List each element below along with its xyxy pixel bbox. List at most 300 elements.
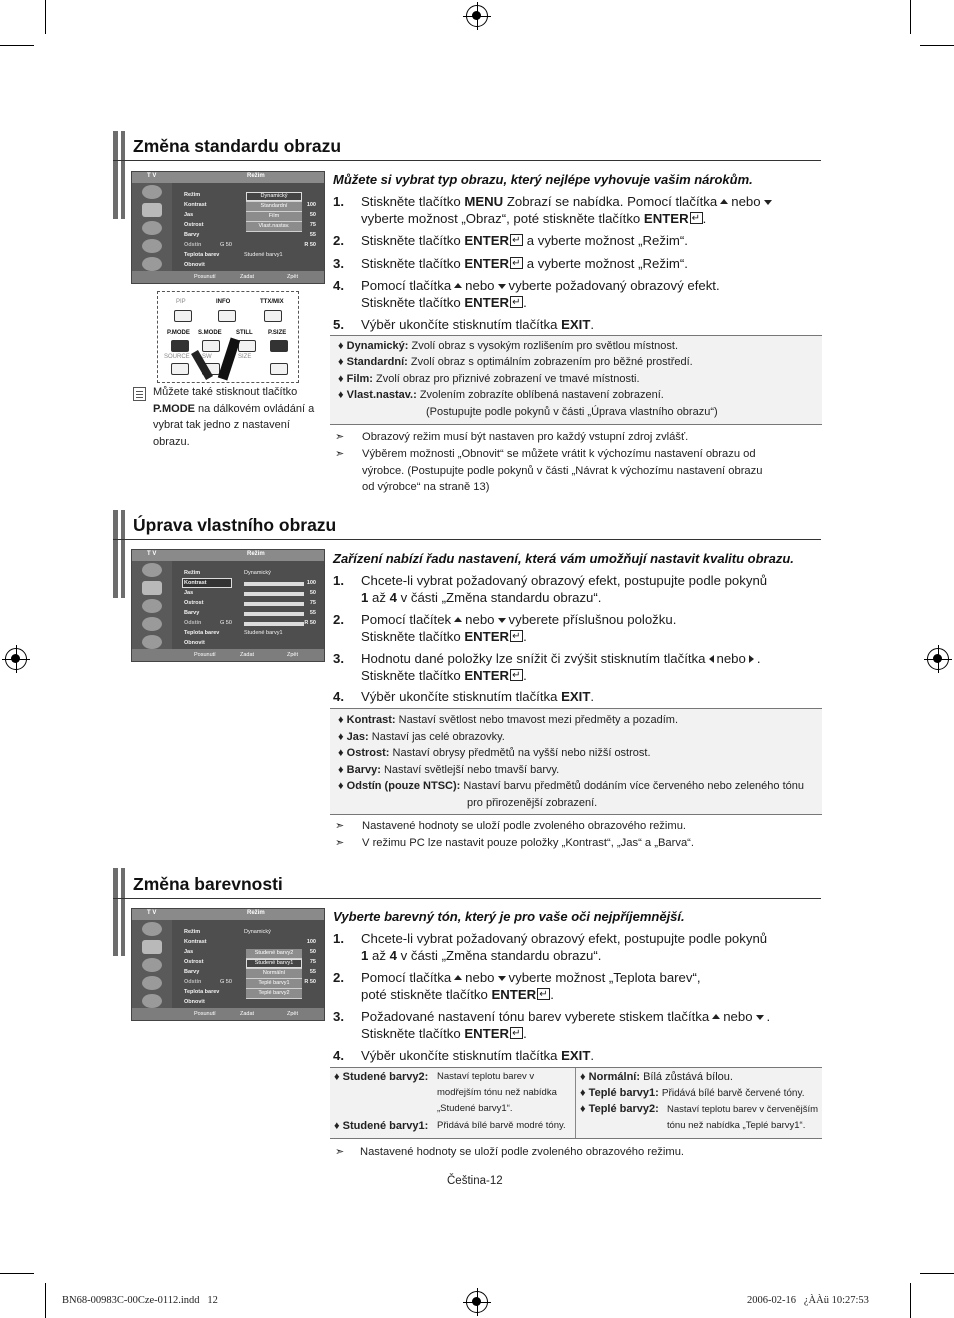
- menu-title: Režim: [247, 173, 265, 179]
- enter-icon: [537, 988, 550, 1000]
- registration-mark-icon: [466, 1291, 488, 1313]
- glossary-text: Zvolí obraz s vysokým rozlišením pro světlou místnost.: [408, 340, 679, 352]
- glossary-text: pro přirozenější zobrazení.: [467, 797, 598, 809]
- step-bold: ENTER: [464, 1026, 510, 1041]
- crop-mark: [0, 45, 34, 46]
- tv-label: T V: [147, 173, 157, 179]
- step-text: Stiskněte tlačítko: [361, 668, 465, 683]
- step-text: Pomocí tlačítka: [361, 970, 452, 985]
- section-title: Změna standardu obrazu: [133, 136, 342, 156]
- down-arrow-icon: [764, 200, 772, 205]
- menu-row: Odstín: [184, 620, 202, 626]
- step-text: .: [590, 1048, 595, 1063]
- step-number: 1.: [333, 194, 344, 209]
- remote-label: SIZE: [238, 354, 252, 360]
- remote-label: S.MODE: [198, 330, 222, 336]
- tv-menu-screenshot: [131, 908, 325, 1021]
- note-icon: [133, 387, 146, 401]
- crop-mark: [0, 1273, 34, 1274]
- still-button: [238, 340, 256, 352]
- section-lead: Zařízení nabízí řadu nastavení, která vám umožňují nastavit kvalitu obrazu.: [333, 551, 794, 566]
- note-item: [335, 1144, 815, 1160]
- step-bold: ENTER: [464, 256, 510, 271]
- down-arrow-icon: [498, 284, 506, 289]
- tv-label: T V: [147, 910, 157, 916]
- step-item: [333, 1047, 823, 1064]
- step-bold: EXIT: [561, 689, 591, 704]
- section-lead: Můžete si vybrat typ obrazu, který nejlépe vyhovuje vašim nárokům.: [333, 172, 753, 187]
- crop-mark: [920, 45, 954, 46]
- step-text: vyberte možnost „Teplota barev“,: [508, 970, 701, 985]
- section-rule: [113, 539, 821, 540]
- finger-pointer-icon: [218, 337, 240, 380]
- section-bar: [118, 868, 121, 956]
- step-item: [333, 232, 823, 249]
- step-item: [333, 316, 823, 333]
- step-text: Výběr ukončíte stisknutím tlačítka: [361, 317, 562, 332]
- enter-icon: [510, 296, 523, 308]
- side-note-text: na dálkovém ovládání a vybrat tak jedno z nastavení obrazu.: [153, 402, 315, 448]
- footer-back: Zpět: [287, 274, 299, 280]
- step-text: vyberte požadovaný obrazový efekt.: [508, 278, 720, 293]
- popup-item: Vlast.nastav.: [246, 222, 302, 231]
- down-arrow-icon: [756, 1015, 764, 1020]
- slider-bar: [244, 622, 304, 626]
- note-item: [335, 479, 815, 495]
- step-text: vyberte možnost „Obraz“, poté stiskněte tlačítko: [361, 211, 644, 226]
- up-arrow-icon: [454, 617, 462, 622]
- note-text: výrobce. (Postupujte podle pokynů v části „Návrat k výchozímu nastavení obrazu: [362, 465, 763, 477]
- section-title: Úprava vlastního obrazu: [133, 515, 337, 535]
- menu-row: Odstín: [184, 242, 202, 248]
- note-item: [335, 429, 815, 445]
- step-bold: MENU: [464, 194, 504, 209]
- step-text: v části „Změna standardu obrazu“.: [396, 948, 602, 963]
- step-text: Zobrazí se nabídka. Pomocí tlačítka: [503, 194, 718, 209]
- glossary-text: Přidává bílé barvě modré tóny.: [437, 1120, 566, 1131]
- step-text: Chcete-li vybrat požadovaný obrazový efekt, postupujte podle pokynů: [361, 931, 768, 946]
- step-text: Hodnotu dané položky lze snížit či zvýšit stisknutím tlačítka: [361, 651, 706, 666]
- step-number: 2.: [333, 233, 344, 248]
- menu-number: R 50: [304, 979, 316, 985]
- step-bold: 1: [361, 590, 369, 605]
- popup-item: Normální: [246, 969, 302, 978]
- side-note-bold: P.MODE: [153, 402, 195, 415]
- step-text: až: [368, 590, 390, 605]
- glossary-text: tónu než nabídka „Teplé barvy1“.: [667, 1120, 806, 1131]
- up-arrow-icon: [454, 283, 462, 288]
- menu-number: 75: [309, 222, 316, 228]
- remote-label: P.SIZE: [268, 330, 287, 336]
- menu-row: Obnovit: [184, 640, 205, 646]
- step-text: Stiskněte tlačítko: [361, 629, 465, 644]
- ttx-button: [264, 310, 282, 322]
- menu-channel-icon: [142, 976, 162, 990]
- menu-value: Studené barvy1: [244, 630, 283, 636]
- psize-button: [270, 340, 288, 352]
- enter-icon: [510, 630, 523, 642]
- step-bold: 4: [389, 948, 397, 963]
- step-item: [333, 277, 823, 311]
- note-text: Výběrem možnosti „Obnovit“ se můžete vrátit k výchozímu nastavení obrazu od: [362, 448, 756, 460]
- section-rule: [113, 898, 821, 899]
- menu-value: G 50: [220, 242, 232, 248]
- footer-back: Zpět: [287, 652, 299, 658]
- menu-number: 100: [306, 202, 316, 208]
- step-number: 3.: [333, 256, 344, 271]
- note-arrow-icon: ➣: [335, 431, 345, 443]
- remote-label: TTX/MIX: [260, 299, 284, 305]
- crop-mark: [45, 1283, 46, 1318]
- menu-row: Ostrost: [184, 222, 204, 228]
- menu-number: 75: [309, 600, 316, 606]
- step-text: Výběr ukončíte stisknutím tlačítka: [361, 1048, 562, 1063]
- footer-back: Zpět: [287, 1011, 299, 1017]
- menu-input-icon: [142, 922, 162, 936]
- glossary-text: (Postupujte podle pokynů v části „Úprava vlastního obrazu“): [426, 406, 718, 418]
- step-bold: EXIT: [561, 317, 591, 332]
- step-text: vyberete příslušnou položku.: [508, 612, 677, 627]
- note-text: Obrazový režim musí být nastaven pro každý vstupní zdroj zvlášť.: [362, 431, 689, 443]
- menu-sound-icon: [142, 221, 162, 235]
- remote-label: P.MODE: [167, 330, 190, 336]
- glossary-term: Normální:: [588, 1071, 641, 1083]
- note-arrow-icon: ➣: [335, 820, 345, 832]
- step-text: Chcete-li vybrat požadovaný obrazový efekt, postupujte podle pokynů: [361, 573, 768, 588]
- menu-row: Jas: [184, 949, 194, 955]
- step-text: .: [590, 689, 595, 704]
- down-arrow-icon: [498, 976, 506, 981]
- color-tone-popup: [246, 949, 302, 999]
- footer-enter: Zadat: [240, 1011, 255, 1017]
- glossary-box: ♦ Dynamický: Zvolí obraz s vysokým rozlišením pro světlou místnost. ♦ Standardní: Zvolí obraz s optimálním zobrazením pro běžné prostředí. ♦ Film: Zvolí obraz pro přiznivé zobrazení ve tmavé místnosti. ♦ Vlast.nastav.: Zvolením zobrazíte oblíbená nastavení zobrazení. (Postupujte podle pokynů v části „Úprava vlastního obrazu“): [330, 335, 822, 425]
- menu-row: Teplota barev: [184, 630, 220, 636]
- slider-bar: [244, 612, 304, 616]
- step-text: až: [368, 948, 390, 963]
- footer-move: Posunutí: [194, 652, 216, 658]
- registration-mark-icon: [5, 648, 27, 670]
- popup-item: Teplé barvy1: [246, 979, 302, 988]
- crop-mark: [910, 1283, 911, 1318]
- step-number: 2.: [333, 970, 344, 985]
- note-item: [335, 835, 815, 851]
- down-button: [270, 363, 288, 375]
- section-title: Změna barevnosti: [133, 874, 283, 894]
- step-text: nebo: [731, 194, 761, 209]
- registration-mark-icon: [927, 648, 949, 670]
- menu-row: Režim: [184, 929, 201, 935]
- glossary-term: Studené barvy2:: [342, 1071, 429, 1083]
- glossary-term: Vlast.nastav.:: [346, 389, 417, 401]
- step-text: nebo: [723, 1009, 753, 1024]
- glossary-text: Zvolením zobrazíte oblíbená nastavení zobrazení.: [416, 389, 664, 401]
- step-text: poté stiskněte tlačítko: [361, 987, 492, 1002]
- step-number: 4.: [333, 1048, 344, 1063]
- popup-item: Studené barvy1: [246, 959, 302, 968]
- popup-item: Teplé barvy2: [246, 989, 302, 998]
- side-note-text: Můžete také stisknout tlačítko: [153, 386, 298, 398]
- up-arrow-icon: [720, 199, 728, 204]
- tv-menu-screenshot: [131, 549, 325, 662]
- glossary-term: Studené barvy1:: [342, 1120, 429, 1132]
- menu-row: Jas: [184, 212, 194, 218]
- menu-number: 55: [309, 969, 316, 975]
- step-text: a vyberte možnost „Režim“.: [523, 233, 688, 248]
- menu-value: G 50: [220, 620, 232, 626]
- step-bold: ENTER: [464, 668, 510, 683]
- step-text: .: [523, 668, 527, 683]
- page-number: Čeština-12: [447, 1175, 503, 1187]
- step-text: Stiskněte tlačítko: [361, 256, 465, 271]
- menu-number: 55: [309, 610, 316, 616]
- up-arrow-icon: [712, 1014, 720, 1019]
- step-text: .: [756, 651, 761, 666]
- step-text: Stiskněte tlačítko: [361, 1026, 465, 1041]
- menu-row: Kontrast: [184, 202, 207, 208]
- glossary-text: Nastaví teplotu barev v: [437, 1071, 535, 1082]
- slider-bar: [244, 582, 304, 586]
- step-item: [333, 650, 823, 684]
- footer-move: Posunutí: [194, 1011, 216, 1017]
- down-arrow-icon: [498, 618, 506, 623]
- step-bold: ENTER: [464, 295, 510, 310]
- menu-number: R 50: [304, 620, 316, 626]
- menu-picture-icon: [142, 940, 162, 954]
- step-text: .: [523, 295, 527, 310]
- menu-value: Dynamický: [244, 570, 271, 576]
- popup-item: Film: [246, 212, 302, 221]
- note-item: [335, 818, 815, 834]
- menu-row: Teplota barev: [184, 989, 220, 995]
- step-bold: 1: [361, 948, 369, 963]
- note-text: Nastavené hodnoty se uloží podle zvoleného obrazového režimu.: [360, 1146, 685, 1158]
- step-bold: ENTER: [464, 629, 510, 644]
- menu-picture-icon: [142, 203, 162, 217]
- glossary-term: Film:: [346, 373, 373, 385]
- menu-setup-icon: [142, 994, 162, 1008]
- glossary-text: Přidává bílé barvě červené tóny.: [661, 1088, 805, 1099]
- step-text: Stiskněte tlačítko: [361, 194, 465, 209]
- step-bold: ENTER: [464, 233, 510, 248]
- menu-row: Režim: [184, 570, 201, 576]
- step-text: v části „Změna standardu obrazu“.: [396, 590, 602, 605]
- pip-button: [174, 310, 192, 322]
- menu-number: 50: [309, 212, 316, 218]
- section-rule: [113, 160, 821, 161]
- remote-label: INFO: [216, 299, 231, 305]
- footer-move: Posunutí: [194, 274, 216, 280]
- step-item: [333, 930, 823, 964]
- glossary-term: Ostrost:: [346, 747, 390, 759]
- crop-mark: [920, 1273, 954, 1274]
- glossary-text: Nastaví světlejší nebo tmavší barvy.: [380, 764, 560, 776]
- remote-label: SOURCE: [164, 354, 190, 360]
- pmode-button: [171, 340, 189, 352]
- step-bold: EXIT: [561, 1048, 591, 1063]
- glossary-text: Zvolí obraz pro přiznivé zobrazení ve tmavé místnosti.: [372, 373, 640, 385]
- glossary-term: Kontrast:: [346, 714, 396, 726]
- menu-row: Barvy: [184, 969, 200, 975]
- step-text: Pomocí tlačítek: [361, 612, 452, 627]
- glossary-term: Teplé barvy2:: [588, 1103, 659, 1115]
- step-text: Pomocí tlačítka: [361, 278, 452, 293]
- menu-row: Ostrost: [184, 959, 204, 965]
- glossary-term: Dynamický:: [346, 340, 409, 352]
- menu-row: Kontrast: [184, 939, 207, 945]
- step-text: .: [702, 211, 707, 226]
- slider-bar: [244, 592, 304, 596]
- step-number: 5.: [333, 317, 344, 332]
- glossary-box: ♦ Kontrast: Nastaví světlost nebo tmavost mezi předměty a pozadím. ♦ Jas: Nastaví jas celé obrazovky. ♦ Ostrost: Nastaví obrysy předmětů na vyšší nebo nižší ostrost. ♦ Barvy: Nastaví světlejší nebo tmavší barvy. ♦ Odstín (pouze NTSC): Nastaví barvu předmětů dodáním více červeného nebo zeleného tónu pro přirozenější zobrazení.: [330, 708, 822, 815]
- menu-number: 75: [309, 959, 316, 965]
- source-button: [171, 363, 189, 375]
- glossary-text: Nastaví barvu předmětů dodáním více červeného nebo zeleného tónu: [460, 780, 804, 792]
- up-arrow-icon: [454, 975, 462, 980]
- glossary-text: Nastaví jas celé obrazovky.: [368, 731, 505, 743]
- section-bar: [118, 510, 121, 598]
- menu-sound-icon: [142, 599, 162, 613]
- enter-icon: [510, 669, 523, 681]
- glossary-text: modřejším tónu než nabídka: [437, 1087, 557, 1098]
- step-item: [333, 688, 823, 705]
- remote-label: PIP: [176, 299, 186, 305]
- menu-number: 100: [306, 580, 316, 586]
- glossary-text: Nastaví obrysy předmětů na vyšší nebo nižší ostrost.: [389, 747, 651, 759]
- info-button: [218, 310, 236, 322]
- tv-label: T V: [147, 551, 157, 557]
- step-text: Výběr ukončíte stisknutím tlačítka: [361, 689, 562, 704]
- step-bold: ENTER: [491, 987, 537, 1002]
- step-text: Požadované nastavení tónu barev vyberete stiskem tlačítka: [361, 1009, 710, 1024]
- smode-button: [202, 340, 220, 352]
- step-number: 3.: [333, 651, 344, 666]
- step-text: a vyberte možnost „Režim“.: [523, 256, 688, 271]
- note-text: od výrobce“ na straně 13): [362, 481, 490, 493]
- glossary-text: Zvolí obraz s optimálním zobrazením pro běžné prostředí.: [407, 356, 693, 368]
- menu-row: Teplota barev: [184, 252, 220, 258]
- popup-item: Studené barvy2: [246, 949, 302, 958]
- menu-channel-icon: [142, 617, 162, 631]
- step-text: .: [523, 629, 527, 644]
- menu-channel-icon: [142, 239, 162, 253]
- step-bold: 4: [389, 590, 397, 605]
- enter-icon: [510, 1027, 523, 1039]
- step-text: nebo: [465, 612, 495, 627]
- step-number: 1.: [333, 931, 344, 946]
- tv-menu-screenshot: [131, 171, 325, 284]
- footer-date: 2006-02-16 ¿ÀÀü 10:27:53: [747, 1295, 869, 1306]
- menu-row: Režim: [184, 192, 201, 198]
- enter-icon: [510, 257, 523, 269]
- glossary-term: Jas:: [346, 731, 369, 743]
- step-item: [333, 193, 823, 227]
- menu-row: Jas: [184, 590, 194, 596]
- glossary-text: Bílá zůstává bílou.: [643, 1071, 733, 1083]
- note-text: V režimu PC lze nastavit pouze položky „Kontrast“, „Jas“ a „Barva“.: [362, 837, 695, 849]
- step-number: 4.: [333, 689, 344, 704]
- enter-icon: [510, 234, 523, 246]
- registration-mark-icon: [466, 5, 488, 27]
- step-text: .: [766, 1009, 771, 1024]
- right-arrow-icon: [749, 655, 754, 663]
- step-text: nebo: [465, 278, 495, 293]
- step-text: nebo: [716, 651, 746, 666]
- menu-number: 100: [306, 939, 316, 945]
- menu-sound-icon: [142, 958, 162, 972]
- remote-control-image: [157, 291, 299, 383]
- step-text: .: [523, 1026, 527, 1041]
- remote-label: SW: [202, 354, 212, 360]
- menu-row: Barvy: [184, 232, 200, 238]
- note-arrow-icon: ➣: [335, 837, 345, 849]
- menu-row: Barvy: [184, 610, 200, 616]
- glossary-term: Standardní:: [346, 356, 408, 368]
- menu-setup-icon: [142, 257, 162, 271]
- step-text: nebo: [465, 970, 495, 985]
- enter-icon: [690, 212, 703, 224]
- menu-title: Režim: [247, 551, 265, 557]
- footer-enter: Zadat: [240, 274, 255, 280]
- menu-title: Režim: [247, 910, 265, 916]
- menu-input-icon: [142, 185, 162, 199]
- section-lead: Vyberte barevný tón, který je pro vaše oči nejpříjemnější.: [333, 909, 685, 924]
- slider-bar: [244, 602, 304, 606]
- menu-setup-icon: [142, 635, 162, 649]
- table-divider: [575, 1068, 576, 1138]
- step-text: .: [550, 987, 554, 1002]
- note-item: [335, 446, 815, 462]
- menu-row: Obnovit: [184, 262, 205, 268]
- section-bar: [118, 131, 121, 219]
- popup-item: Standardní: [246, 202, 302, 211]
- glossary-term: Odstín (pouze NTSC):: [346, 780, 461, 792]
- footer-file: BN68-00983C-00Cze-0112.indd 12: [62, 1295, 218, 1306]
- menu-value: Dynamický: [244, 929, 271, 935]
- step-number: 4.: [333, 278, 344, 293]
- popup-item: Dynamický: [246, 192, 302, 201]
- step-text: Stiskněte tlačítko: [361, 233, 465, 248]
- menu-row: Kontrast: [184, 580, 207, 586]
- menu-input-icon: [142, 563, 162, 577]
- step-number: 2.: [333, 612, 344, 627]
- note-arrow-icon: ➣: [335, 448, 345, 460]
- crop-mark: [45, 0, 46, 34]
- footer-enter: Zadat: [240, 652, 255, 658]
- menu-number: 55: [309, 232, 316, 238]
- menu-value: Studené barvy1: [244, 252, 283, 258]
- menu-number: 50: [309, 590, 316, 596]
- glossary-text: „Studené barvy1“.: [437, 1103, 513, 1114]
- note-text: Nastavené hodnoty se uloží podle zvoleného obrazového režimu.: [362, 820, 687, 832]
- glossary-text: Nastaví teplotu barev v červenějším: [667, 1104, 819, 1115]
- note-arrow-icon: ➣: [335, 1146, 345, 1158]
- step-item: [333, 572, 823, 606]
- step-text: Stiskněte tlačítko: [361, 295, 465, 310]
- menu-number: R 50: [304, 242, 316, 248]
- side-note: [153, 384, 323, 450]
- glossary-text: Nastaví světlost nebo tmavost mezi předměty a pozadím.: [395, 714, 679, 726]
- menu-picture-icon: [142, 581, 162, 595]
- left-arrow-icon: [709, 655, 714, 663]
- remote-label: STILL: [236, 330, 253, 336]
- menu-row: Odstín: [184, 979, 202, 985]
- step-number: 3.: [333, 1009, 344, 1024]
- note-item: [335, 463, 815, 479]
- mode-popup: [246, 192, 302, 232]
- menu-value: G 50: [220, 979, 232, 985]
- step-item: [333, 255, 823, 272]
- color-tone-table: ♦ Studené barvy2: Nastaví teplotu barev v modřejším tónu než nabídka „Studené barvy1“. ♦ Studené barvy1: Přidává bílé barvě modré tóny. ♦ Normální: Bílá zůstává bílou. ♦ Teplé barvy1: Přidává bílé barvě červené tóny. ♦ Teplé barvy2: Nastaví teplotu barev v červenějším tónu než nabídka „Teplé barvy1“.: [330, 1067, 822, 1139]
